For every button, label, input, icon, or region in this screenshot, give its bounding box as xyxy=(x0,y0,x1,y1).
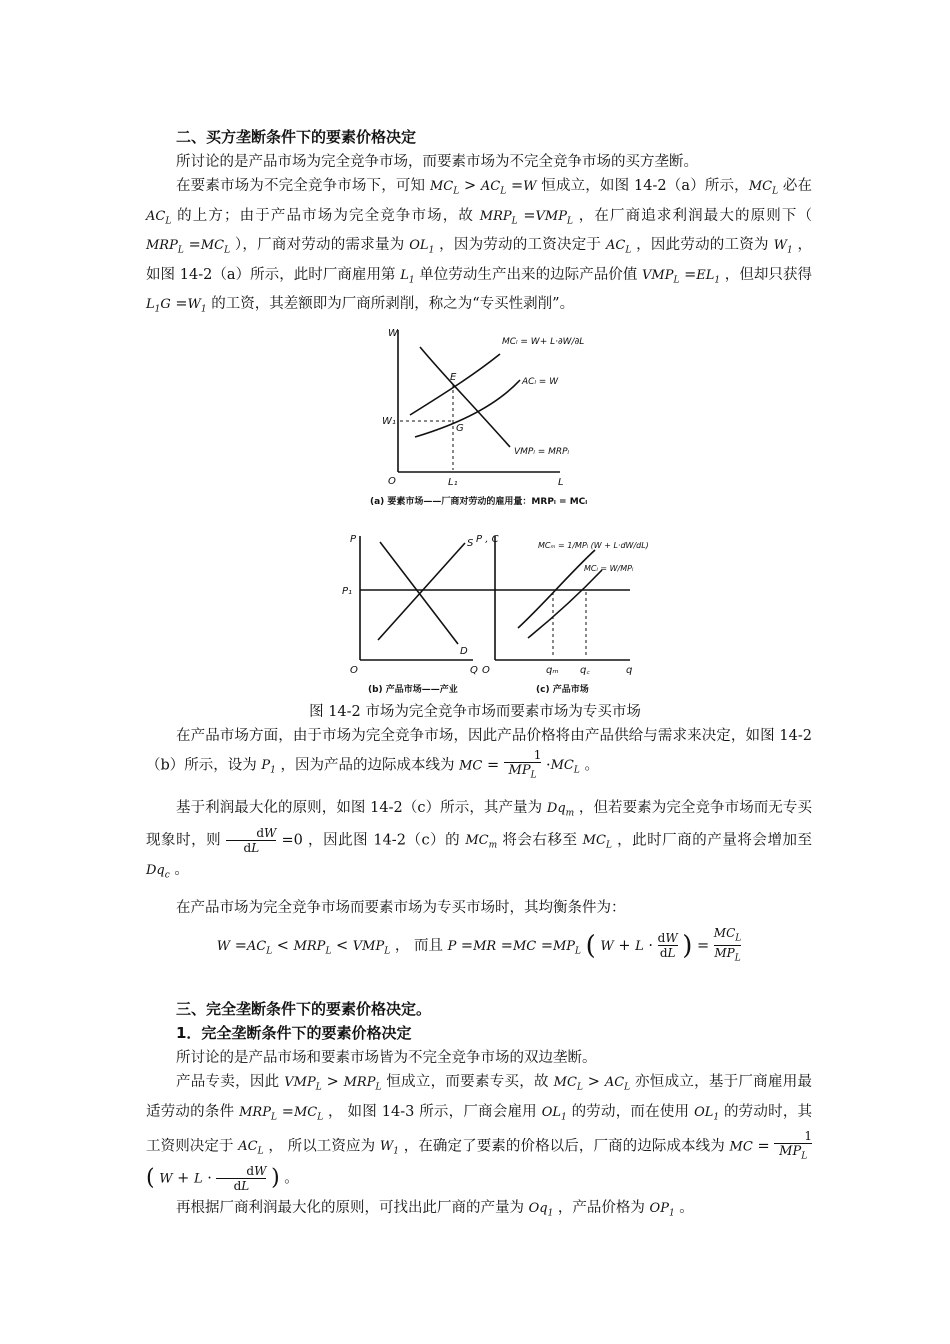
label-mc: MCₗ = W+ L·∂W/∂L xyxy=(502,337,585,347)
paragraph: 在产品市场方面，由于市场为完全竞争市场，因此产品价格将由产品供给与需求来决定，如图 14-2（b）所示，设为 $P_1$ ，因为产品的边际成本线为 MC = 1 $MP_L \cdot MC_L$ 。 xyxy=(146,728,812,781)
caption-b: (b) 产品市场——产业 xyxy=(368,685,458,695)
axis-label-q: Q xyxy=(470,665,478,676)
figure-14-2a xyxy=(360,322,620,512)
point-e: E xyxy=(450,372,457,383)
origin-b: O xyxy=(350,665,358,676)
point-g: G xyxy=(456,423,464,434)
label-vmp: VMPₗ = MRPₗ xyxy=(514,447,570,457)
figure-caption: 图 14-2 市场为完全竞争市场而要素市场为专买市场 xyxy=(309,704,641,720)
axis-label-p: P xyxy=(350,534,357,545)
label-mcm: MCₘ = 1/MPₗ (W + L·dW/dL) xyxy=(538,541,649,550)
origin-label: O xyxy=(388,476,396,487)
label-p1: P₁ xyxy=(342,586,353,597)
section-heading-3: 三、完全垄断条件下的要素价格决定。 xyxy=(176,1000,432,1018)
label-ac: ACₗ = W xyxy=(522,377,559,387)
paragraph: 在产品市场为完全竞争市场而要素市场为专买市场时，其均衡条件为： xyxy=(176,900,626,916)
origin-c: O xyxy=(482,665,490,676)
label-w1: W₁ xyxy=(382,416,396,427)
equilibrium-equation: $W =AC_L < MRP_L < VMP_L$ ， 而且 $P =MR =MC =MP_L$ ( W + L · dW dL ) = $MC_L$ $MP_L$ xyxy=(216,926,742,964)
paragraph: 所讨论的是产品市场和要素市场皆为不完全竞争市场的双边垄断。 xyxy=(176,1050,597,1066)
label-qc: q꜀ xyxy=(580,665,590,676)
label-l1: L₁ xyxy=(448,477,458,488)
vmp-curve xyxy=(420,347,510,447)
subheading-1: 1．完全垄断条件下的要素价格决定 xyxy=(176,1024,412,1042)
axis-label-w: W xyxy=(388,328,398,339)
section-heading-2: 二、买方垄断条件下的要素价格决定 xyxy=(176,128,417,146)
axis-label-l: L xyxy=(558,477,564,488)
caption-c: (c) 产品市场 xyxy=(536,685,589,695)
paragraph: 产品专卖，因此 $VMP_L > MRP_L$ 恒成立，而要素专买，故 $MC_L > AC_L$ 亦恒成立，基于厂商雇用最适劳动的条件 $MRP_L =MC_L$ ， 如图 14-3 所示，厂商会雇用 $OL_1$ 的劳动，而在使用 $OL_1$ 的劳动时，其工资则决定于 $AC_L$ ， 所以工资应为 $W_1$ ，在确定了要素的价格以后，厂商的边际成本线为 MC = 1 $MP_L$ ( W + L · dW dL ) 。 xyxy=(146,1074,813,1194)
label-s: S xyxy=(467,538,474,549)
label-qm: qₘ xyxy=(546,665,559,676)
paragraph: 基于利润最大化的原则，如图 14-2（c）所示，其产量为 $Dq_m$ ，但若要素为完全竞争市场而无专买现象时，则 dW dL =0 ，因此图 14-2（c）的 $MC_m$ 将会右移至 $MC_L$ ，此时厂商的产量将会增加至 $Dq_c$ 。 xyxy=(146,800,813,881)
paragraph: 所讨论的是产品市场为完全竞争市场，而要素市场为不完全竞争市场的买方垄断。 xyxy=(176,154,698,170)
figure-14-2bc xyxy=(340,528,650,700)
paragraph: 再根据厂商利润最大化的原则，可找出此厂商的产量为 $Oq_1$ ，产品价格为 $OP_1$ 。 xyxy=(176,1200,694,1219)
label-mcl: MCₗ = W/MPₗ xyxy=(584,564,634,573)
demand-curve xyxy=(380,542,458,644)
axis-label-q-small: q xyxy=(626,665,633,676)
ac-curve xyxy=(415,380,520,437)
caption-a: (a) 要素市场——厂商对劳动的雇用量：MRPₗ = MCₗ xyxy=(370,497,588,507)
axis-label-pc: P , C xyxy=(476,534,499,545)
label-d: D xyxy=(460,646,468,657)
paragraph: 在要素市场为不完全竞争市场下，可知 $MC_L > AC_L =W$ 恒成立，如图 14-2（a）所示，$MC_L$ 必在 $AC_L$ 的上方；由于产品市场为完全竞争市场，故 $MRP_L =VMP_L$ ，在厂商追求利润最大的原则下（ $MRP_L =MC_L$ ），厂商对劳动的需求量为 $OL_1$ ，因为劳动的工资决定于 $AC_L$ ，因此劳动的工资为 $W_1$ ， 如图 14-2（a）所示，此时厂商雇用第 $L_1$ 单位劳动生产出来的边际产品价值 $VMP_L =EL_1$ ，但却只获得 $L_1G =W_1$ 的工资，其差额即为厂商所剥削，称之为“专买性剥削”。 xyxy=(146,178,813,315)
